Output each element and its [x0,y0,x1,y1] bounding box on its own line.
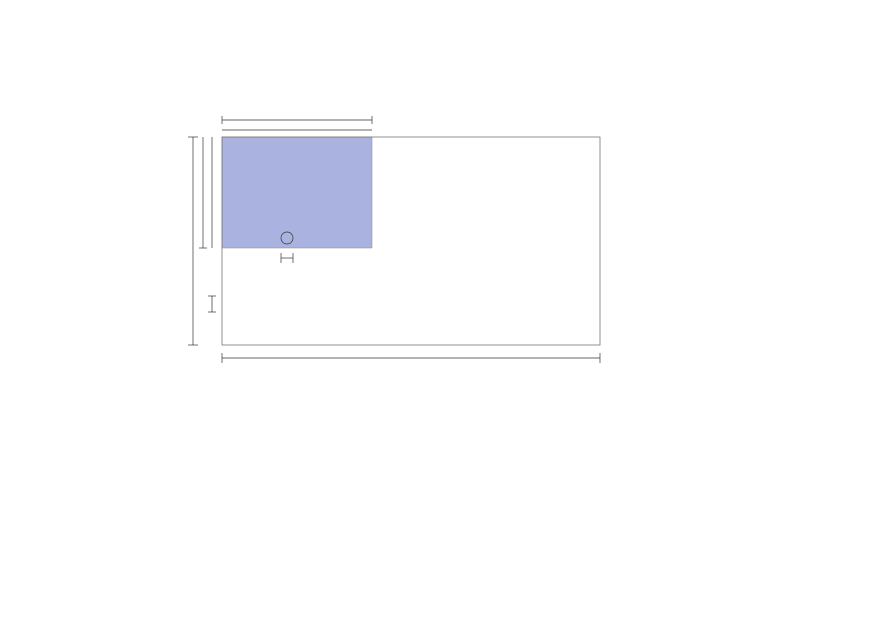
flag-proportions-diagram [180,82,630,372]
body-text [46,394,846,399]
union-canton [222,137,372,248]
